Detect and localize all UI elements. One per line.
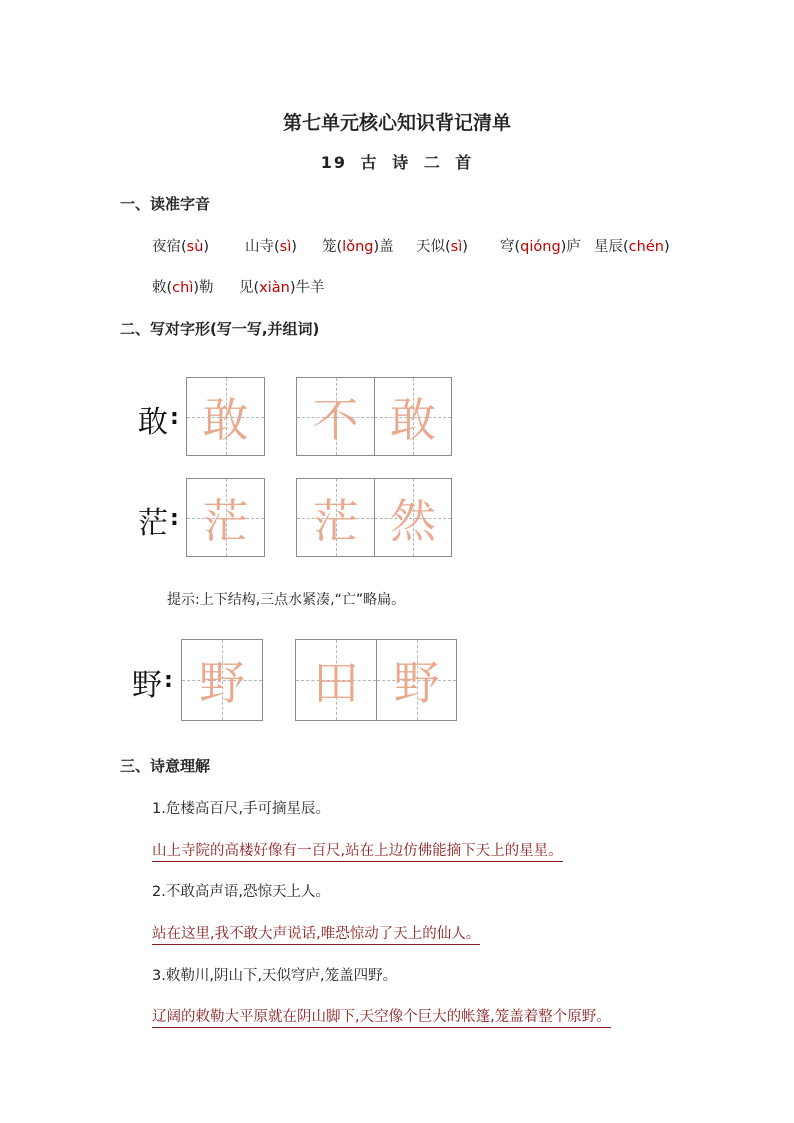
page-title: 第七单元核心知识背记清单	[282, 112, 511, 134]
lesson-subtitle: 19 古 诗 二 首	[320, 153, 474, 172]
pinyin-item: 天似(sì)	[416, 239, 468, 255]
target-character: 敢	[138, 405, 168, 440]
pinyin-item: 穹(qióng)庐	[500, 239, 581, 255]
writing-grid-single[interactable]	[186, 478, 265, 557]
writing-grid-word[interactable]	[295, 639, 457, 721]
pinyin-item: 笼(lǒng)盖	[322, 239, 394, 255]
poem-line: 1.危楼高百尺,手可摘星辰。	[152, 801, 330, 817]
grid-cell[interactable]: 敢	[374, 378, 451, 455]
grid-cell[interactable]: 茫	[187, 479, 264, 556]
writing-grid-word[interactable]	[296, 377, 452, 456]
colon: :	[170, 506, 179, 531]
target-character: 茫	[138, 506, 168, 541]
grid-cell[interactable]: 茫	[297, 479, 374, 556]
writing-grid-single[interactable]	[181, 639, 263, 721]
poem-meaning: 站在这里,我不敢大声说话,唯恐惊动了天上的仙人。	[152, 922, 480, 945]
pinyin: xiàn	[259, 280, 290, 296]
pinyin: sì	[279, 239, 292, 255]
grid-cell[interactable]: 然	[374, 479, 451, 556]
pinyin: qióng	[520, 239, 561, 255]
grid-cell[interactable]: 敢	[187, 378, 264, 455]
pinyin-item: 见(xiàn)牛羊	[239, 280, 325, 296]
grid-cell[interactable]: 不	[297, 378, 374, 455]
writing-grid-single[interactable]	[186, 377, 265, 456]
pinyin-item: 夜宿(sù)	[152, 239, 210, 255]
section1-heading: 一、读准字音	[120, 195, 211, 213]
colon: :	[164, 668, 173, 693]
writing-tip: 提示:上下结构,三点水紧凑,“亡”略扁。	[167, 592, 406, 608]
grid-cell[interactable]: 田	[296, 640, 376, 720]
poem-meaning: 辽阔的敕勒大平原就在阴山脚下,天空像个巨大的帐篷,笼盖着整个原野。	[152, 1005, 611, 1028]
pinyin: sù	[186, 239, 204, 255]
writing-grid-word[interactable]	[296, 478, 452, 557]
poem-line: 2.不敢高声语,恐惊天上人。	[152, 884, 330, 900]
pinyin-item: 敕(chì)勒	[152, 280, 214, 296]
grid-cell[interactable]: 野	[182, 640, 262, 720]
colon: :	[170, 405, 179, 430]
section3-heading: 三、诗意理解	[120, 757, 211, 775]
pinyin: lǒng	[342, 239, 374, 255]
pinyin-item: 山寺(sì)	[245, 239, 297, 255]
pinyin-item: 星辰(chén)	[594, 239, 670, 255]
target-character: 野	[132, 668, 162, 703]
pinyin: chén	[628, 239, 664, 255]
section2-heading: 二、写对字形(写一写,并组词)	[120, 320, 320, 338]
pinyin: sì	[450, 239, 463, 255]
poem-meaning: 山上寺院的高楼好像有一百尺,站在上边仿佛能摘下天上的星星。	[152, 839, 563, 862]
poem-line: 3.敕勒川,阴山下,天似穹庐,笼盖四野。	[152, 968, 398, 984]
pinyin: chì	[172, 280, 194, 296]
grid-cell[interactable]: 野	[376, 640, 456, 720]
